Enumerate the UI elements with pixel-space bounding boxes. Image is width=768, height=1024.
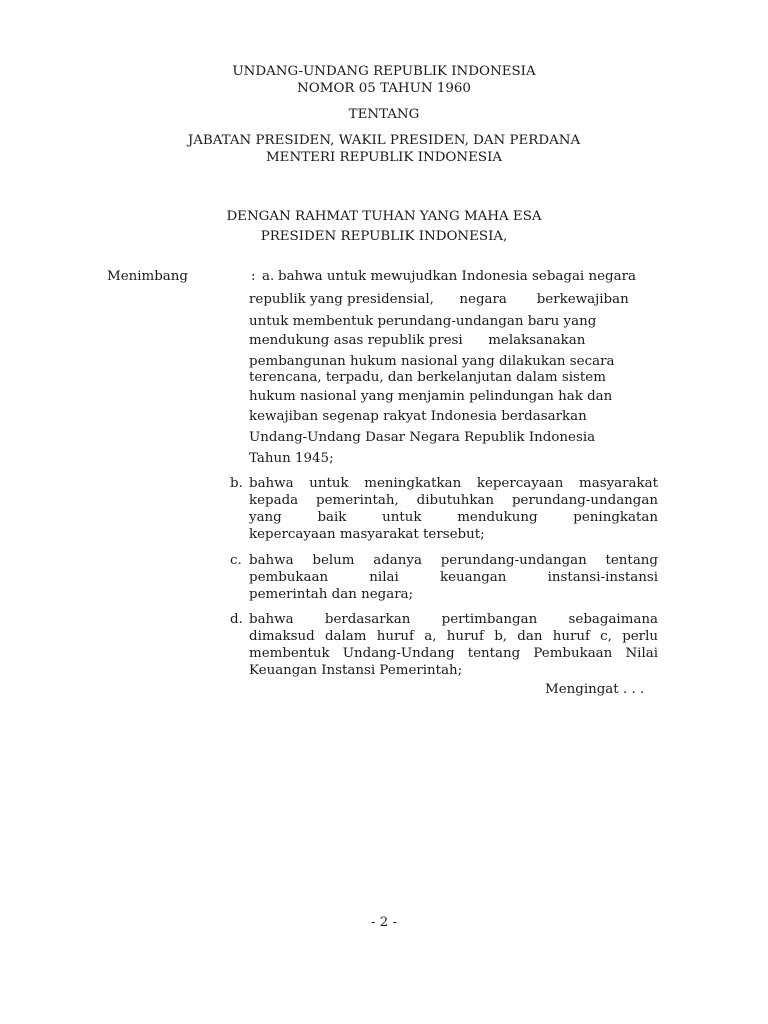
item-a-marker: a. [262, 269, 275, 284]
item-a-line: mendukung asas republik presi melaksanakan [249, 333, 586, 348]
item-d-marker: d. [230, 612, 243, 627]
tentang-heading: TENTANG [348, 107, 420, 122]
item-a-line: Tahun 1945; [249, 451, 334, 466]
item-d-line: bahwa berdasarkan pertimbangan sebagaimana [249, 612, 658, 627]
item-a-line: hukum nasional yang menjamin pelindungan hak dan [249, 389, 613, 404]
item-a-line: kewajiban segenap rakyat Indonesia berdasarkan [249, 409, 587, 424]
item-c-line: pembukaan nilai keuangan instansi-instansi [249, 570, 658, 585]
item-a-line: untuk membentuk perundang-undangan baru yang [249, 314, 597, 329]
item-b-marker: b. [230, 476, 243, 491]
item-b-line: yang baik untuk mendukung peningkatan [249, 510, 658, 525]
item-a-line: pembangunan hukum nasional yang dilakukan secara [249, 354, 615, 369]
item-a-line: bahwa untuk mewujudkan Indonesia sebagai negara [278, 269, 636, 284]
menimbang-label: Menimbang [107, 269, 188, 284]
item-b-line: kepercayaan masyarakat tersebut; [249, 527, 485, 542]
preamble-line-2: PRESIDEN REPUBLIK INDONESIA, [260, 229, 508, 244]
item-a-line: Undang-Undang Dasar Negara Republik Indonesia [249, 430, 596, 445]
item-d-line: Keuangan Instansi Pemerintah; [249, 663, 463, 678]
item-a-line: terencana, terpadu, dan berkelanjutan dalam sistem [249, 370, 606, 385]
law-number: NOMOR 05 TAHUN 1960 [297, 81, 471, 96]
item-b-line: kepada pemerintah, dibutuhkan perundang-undangan [249, 493, 658, 508]
law-subject-line-2: MENTERI REPUBLIK INDONESIA [265, 150, 503, 165]
preamble-line-1: DENGAN RAHMAT TUHAN YANG MAHA ESA [226, 209, 542, 224]
item-d-line: membentuk Undang-Undang tentang Pembukaan Nilai [249, 646, 658, 661]
menimbang-colon: : [251, 269, 256, 284]
item-d-line: dimaksud dalam huruf a, huruf b, dan huruf c, perlu [249, 629, 658, 644]
law-title: UNDANG-UNDANG REPUBLIK INDONESIA [232, 64, 536, 79]
continuation-text: Mengingat . . . [545, 682, 645, 697]
item-b-line: bahwa untuk meningkatkan kepercayaan masyarakat [249, 476, 658, 491]
item-c-marker: c. [230, 553, 242, 568]
item-c-line: bahwa belum adanya perundang-undangan tentang [249, 553, 658, 568]
law-subject-line-1: JABATAN PRESIDEN, WAKIL PRESIDEN, DAN PERDANA [187, 133, 581, 148]
page-number: - 2 - [370, 915, 398, 930]
item-c-line: pemerintah dan negara; [249, 587, 414, 602]
item-a-line: republik yang presidensial, negara berkewajiban [249, 292, 629, 307]
